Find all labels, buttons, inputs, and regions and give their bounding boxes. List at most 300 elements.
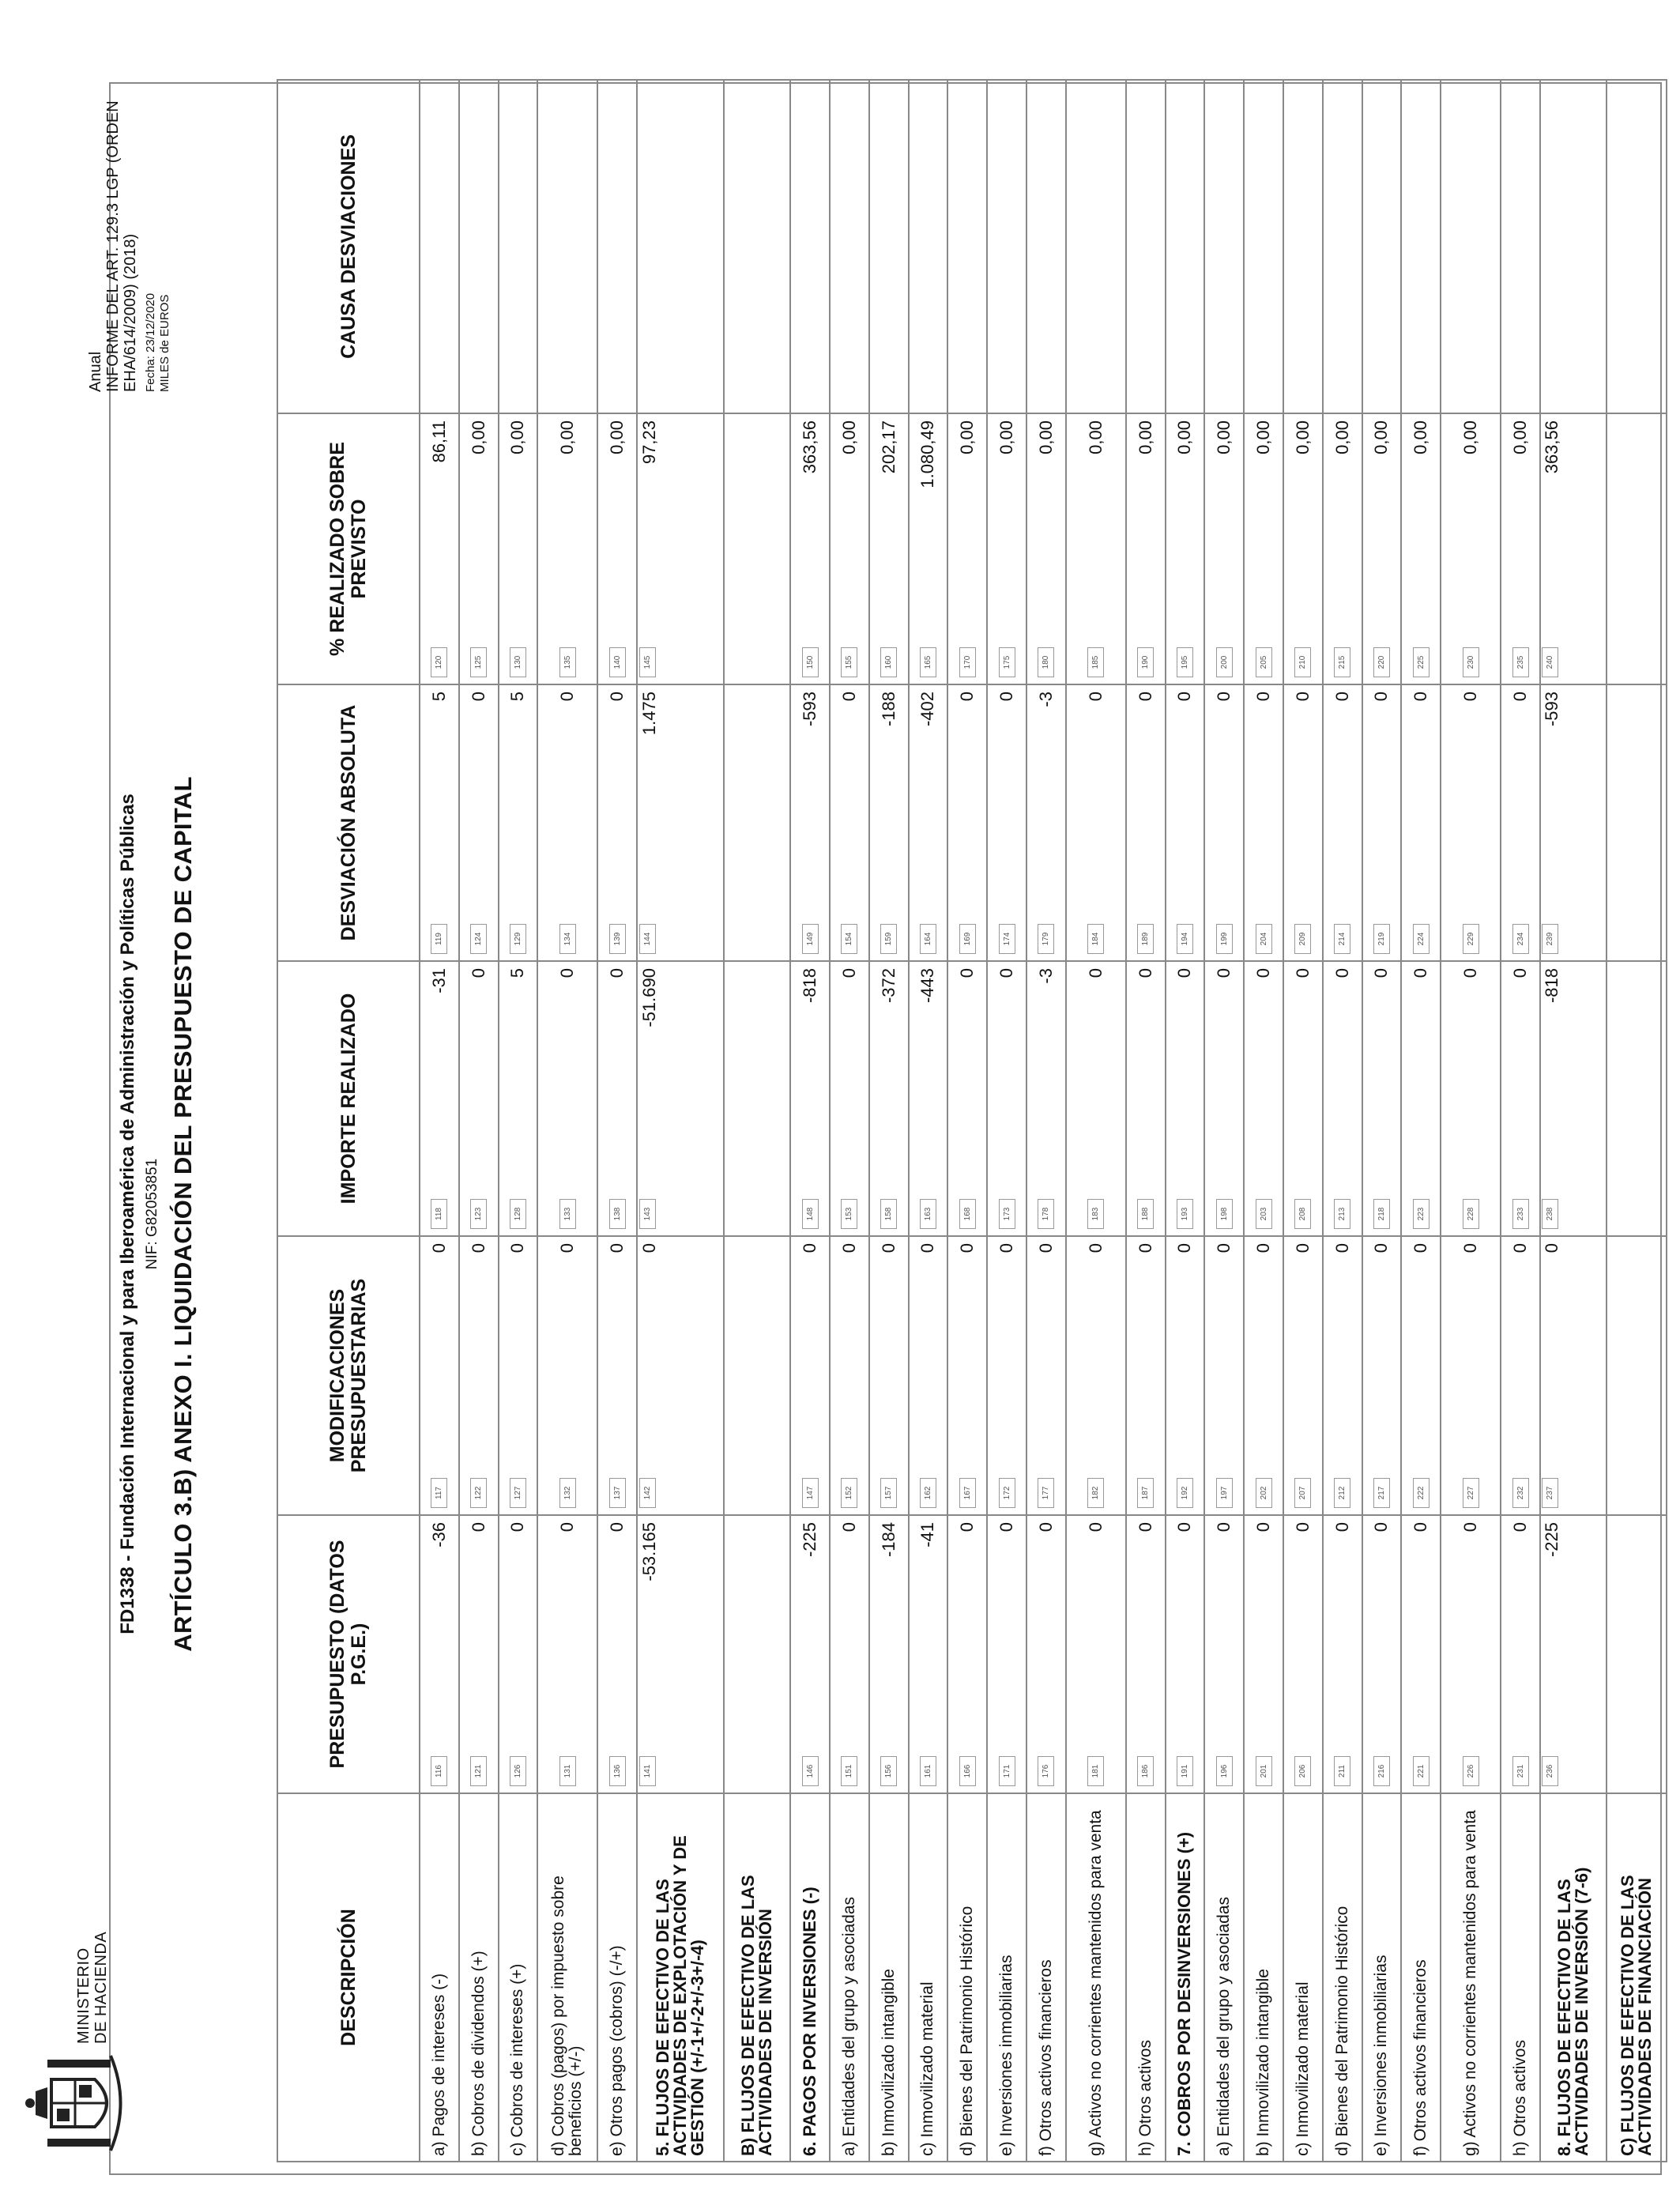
field-code: 229 [1463,924,1479,954]
field-code: 222 [1413,1478,1430,1508]
field-code: 176 [1038,1756,1054,1786]
field-value: 0 [557,1522,578,1532]
field-code: 142 [639,1478,656,1508]
value-cell [420,961,459,1236]
table-row [1283,80,1323,2162]
field-code: 200 [1216,647,1233,677]
field-value: -818 [1542,968,1562,1004]
page-title: ARTÍCULO 3.B) ANEXO I. LIQUIDACIÓN DEL PRESUPUESTO DE CAPITAL [169,776,197,1652]
table-row [1204,80,1244,2162]
field-code: 134 [559,924,576,954]
value-cell [869,1515,909,1793]
cause-cell [909,80,948,413]
field-value: 0 [1510,1243,1531,1253]
field-code: 238 [1542,1199,1558,1229]
field-value: 5 [428,692,449,702]
row-description: 6. PAGOS POR INVERSIONES (-) [790,1793,830,2162]
field-value: 0 [1253,692,1274,702]
value-cell [1066,1515,1126,1793]
field-value: 0 [1292,968,1313,978]
value-cell [790,961,830,1236]
field-code: 160 [880,647,897,677]
value-cell [1441,684,1501,961]
field-value: 0 [428,1243,449,1253]
field-value: 0 [957,692,977,702]
field-code: 214 [1334,924,1350,954]
field-code: 193 [1177,1199,1193,1229]
value-cell [1540,684,1607,961]
field-value: 0 [1510,968,1531,978]
field-value: 0 [468,1243,488,1253]
coat-of-arms-icon [16,2044,134,2162]
table-row [1540,80,1607,2162]
value-cell [830,1515,869,1793]
field-code: 141 [639,1756,656,1786]
field-code: 192 [1177,1478,1193,1508]
entity-name: FD1338 - Fundación Internacional y para Iberoamérica de Administración y Políticas Públicas [117,794,138,1634]
empty-cell [1607,413,1667,684]
field-value: 0 [1542,1243,1562,1253]
field-value: 363,56 [1542,420,1562,474]
field-value: 0 [1085,1243,1106,1253]
row-description: h) Otros activos [1501,1793,1540,2162]
value-cell [637,413,724,684]
value-cell [499,413,538,684]
field-code: 147 [802,1478,819,1508]
field-code: 133 [559,1199,576,1229]
table-row [1362,80,1402,2162]
field-code: 162 [920,1478,936,1508]
field-code: 210 [1294,647,1311,677]
field-code: 127 [510,1478,526,1508]
field-value: 0 [1332,692,1352,702]
table-row [1401,80,1441,2162]
field-value: 0 [878,1243,898,1253]
field-value: 0 [1253,968,1274,978]
field-value: 0,00 [1174,420,1195,454]
value-cell [909,961,948,1236]
value-cell [1401,413,1441,684]
field-code: 185 [1087,647,1104,677]
table-row [987,80,1026,2162]
field-value: 0 [1174,1522,1195,1532]
field-code: 165 [920,647,936,677]
value-cell [459,961,499,1236]
field-value: -53.165 [638,1522,659,1581]
field-value: 0 [1292,1522,1313,1532]
field-code: 228 [1463,1199,1479,1229]
field-code: 154 [841,924,857,954]
value-cell [1126,684,1166,961]
field-code: 136 [609,1756,626,1786]
field-value: 0 [957,1522,977,1532]
field-value: 0,00 [1292,420,1313,454]
value-cell [1244,684,1283,961]
field-code: 126 [510,1756,526,1786]
value-cell [499,1515,538,1793]
field-code: 190 [1137,647,1154,677]
row-description: d) Cobros (pagos) por impuesto sobre beneficios (+/-) [537,1793,597,2162]
field-code: 167 [959,1478,976,1508]
field-value: 5 [507,692,528,702]
field-value: 0,00 [1035,420,1056,454]
value-cell [869,684,909,961]
field-code: 219 [1373,924,1390,954]
value-cell [1283,1515,1323,1793]
field-value: 202,17 [878,420,898,474]
field-value: 0 [607,1243,627,1253]
field-value: 0,00 [1135,420,1155,454]
cause-cell [420,80,459,413]
value-cell [947,961,987,1236]
cause-cell [1540,80,1607,413]
field-value: 0 [917,1243,938,1253]
field-value: 0 [1253,1243,1274,1253]
field-value: 0 [1214,1243,1234,1253]
field-code: 171 [999,1756,1015,1786]
cause-cell [1362,80,1402,413]
field-code: 188 [1137,1199,1154,1229]
field-value: 0 [507,1522,528,1532]
row-description: e) Otros pagos (cobros) (-/+) [597,1793,637,2162]
field-code: 155 [841,647,857,677]
value-cell [1323,1236,1362,1515]
field-code: 117 [431,1478,447,1508]
col-importe: IMPORTE REALIZADO [277,961,420,1236]
table-header-row [277,80,420,2162]
value-cell [597,1515,637,1793]
field-code: 129 [510,924,526,954]
col-causa: CAUSA DESVIACIONES [277,80,420,413]
field-value: 1.475 [638,692,659,736]
table-row [420,80,459,2162]
field-code: 205 [1256,647,1272,677]
field-value: -3 [1035,692,1056,707]
value-cell [499,1236,538,1515]
cause-cell [597,80,637,413]
col-modificaciones: MODIFICACIONES PRESUPUESTARIAS [277,1236,420,1515]
field-code: 146 [802,1756,819,1786]
table-row [597,80,637,2162]
value-cell [420,684,459,961]
field-code: 159 [880,924,897,954]
field-value: 0 [557,1243,578,1253]
field-code: 233 [1512,1199,1529,1229]
empty-cell [1607,1515,1667,1793]
field-value: 0 [838,968,859,978]
row-description: C) FLUJOS DE EFECTIVO DE LAS ACTIVIDADES DE FINANCIACIÓN [1607,1793,1667,2162]
field-code: 230 [1463,647,1479,677]
value-cell [537,1515,597,1793]
field-code: 201 [1256,1756,1272,1786]
cause-cell [1204,80,1244,413]
field-value: 5 [507,968,528,978]
value-cell [830,684,869,961]
value-cell [987,684,1026,961]
row-description: c) Cobros de intereses (+) [499,1793,538,2162]
value-cell [637,684,724,961]
field-code: 180 [1038,647,1054,677]
value-cell [637,1236,724,1515]
value-cell [869,961,909,1236]
table-row [1323,80,1362,2162]
value-cell [1501,1515,1540,1793]
value-cell [1323,961,1362,1236]
field-value: 0 [1460,968,1481,978]
field-value: 0 [1371,1522,1392,1532]
row-description: d) Bienes del Patrimonio Histórico [1323,1793,1362,2162]
field-code: 157 [880,1478,897,1508]
field-code: 224 [1413,924,1430,954]
empty-cell [724,961,790,1236]
field-code: 235 [1512,647,1529,677]
empty-cell [724,80,790,413]
field-value: -225 [800,1522,820,1558]
field-value: -51.690 [638,968,659,1027]
value-cell [1283,961,1323,1236]
value-cell [1204,684,1244,961]
field-value: 0 [1411,1243,1431,1253]
field-value: 0 [1332,968,1352,978]
period: Anual [87,351,104,392]
field-code: 225 [1413,647,1430,677]
field-value: 0 [1292,1243,1313,1253]
field-code: 168 [959,1199,976,1229]
value-cell [1126,1236,1166,1515]
col-porcentaje: % REALIZADO SOBRE PREVISTO [277,413,420,684]
value-cell [1283,413,1323,684]
field-code: 227 [1463,1478,1479,1508]
field-value: 0,00 [1332,420,1352,454]
value-cell [1166,961,1205,1236]
field-code: 186 [1137,1756,1154,1786]
field-code: 131 [559,1756,576,1786]
table-row [947,80,987,2162]
value-cell [1026,1236,1066,1515]
ministry-name [75,1932,110,2044]
value-cell [909,413,948,684]
field-code: 149 [802,924,819,954]
value-cell [597,1236,637,1515]
table-row [459,80,499,2162]
row-description: g) Activos no corrientes mantenidos para venta [1441,1793,1501,2162]
field-code: 164 [920,924,936,954]
value-cell [459,1515,499,1793]
value-cell [1362,1236,1402,1515]
report-line2: EHA/614/2009) (2018) [122,233,139,392]
value-cell [1362,961,1402,1236]
field-value: 0 [996,692,1017,702]
field-value: 0,00 [1411,420,1431,454]
field-value: 0 [1253,1522,1274,1532]
field-value: 0,00 [1214,420,1234,454]
table-row [1501,80,1540,2162]
field-code: 151 [841,1756,857,1786]
field-value: 0 [1371,968,1392,978]
field-value: -372 [878,968,898,1004]
value-cell [909,684,948,961]
value-cell [790,413,830,684]
field-code: 174 [999,924,1015,954]
report-line1: INFORME DEL ART. 129.3 LGP (ORDEN [104,100,122,392]
value-cell [1540,1236,1607,1515]
row-description: g) Activos no corrientes mantenidos para venta [1066,1793,1126,2162]
value-cell [537,1236,597,1515]
value-cell [947,413,987,684]
field-value: -3 [1035,968,1056,984]
report-date: Fecha: 23/12/2020 [144,292,157,392]
field-code: 177 [1038,1478,1054,1508]
row-description: f) Otros activos financieros [1401,1793,1441,2162]
cause-cell [1401,80,1441,413]
field-code: 206 [1294,1756,1311,1786]
field-value: 0 [1510,1522,1531,1532]
field-code: 221 [1413,1756,1430,1786]
value-cell [869,413,909,684]
field-code: 217 [1373,1478,1390,1508]
field-code: 207 [1294,1478,1311,1508]
value-cell [1244,1515,1283,1793]
field-value: 0,00 [1371,420,1392,454]
value-cell [830,961,869,1236]
field-code: 239 [1542,924,1558,954]
empty-cell [724,1236,790,1515]
field-code: 231 [1512,1756,1529,1786]
value-cell [1066,684,1126,961]
field-value: -225 [1542,1522,1562,1558]
value-cell [987,1236,1026,1515]
row-description: d) Bienes del Patrimonio Histórico [947,1793,987,2162]
value-cell [1026,684,1066,961]
table-row [1244,80,1283,2162]
field-code: 143 [639,1199,656,1229]
field-code: 187 [1137,1478,1154,1508]
field-value: 0 [838,692,859,702]
field-value: 0 [996,968,1017,978]
field-code: 203 [1256,1199,1272,1229]
field-value: 0 [468,692,488,702]
value-cell [1501,1236,1540,1515]
field-code: 198 [1216,1199,1233,1229]
row-description: c) Inmovilizado material [1283,1793,1323,2162]
value-cell [1501,413,1540,684]
field-value: 0 [468,968,488,978]
field-value: 0,00 [996,420,1017,454]
row-description: c) Inmovilizado material [909,1793,948,2162]
field-value: 0 [1135,1522,1155,1532]
field-value: 97,23 [638,420,659,465]
field-code: 234 [1512,924,1529,954]
value-cell [1126,1515,1166,1793]
value-cell [1441,961,1501,1236]
field-value: -818 [800,968,820,1004]
value-cell [1126,961,1166,1236]
field-value: 86,11 [428,420,449,463]
field-value: -443 [917,968,938,1004]
field-value: 0 [557,968,578,978]
field-code: 130 [510,647,526,677]
value-cell [1401,1515,1441,1793]
value-cell [987,1515,1026,1793]
field-value: 0 [1371,1243,1392,1253]
value-cell [1066,413,1126,684]
field-code: 145 [639,647,656,677]
field-code: 153 [841,1199,857,1229]
value-cell [1166,413,1205,684]
value-cell [537,413,597,684]
cause-cell [499,80,538,413]
field-value: 0 [638,1243,659,1253]
value-cell [987,413,1026,684]
value-cell [459,1236,499,1515]
field-value: 0 [1135,968,1155,978]
row-description: a) Pagos de intereses (-) [420,1793,459,2162]
field-code: 183 [1087,1199,1104,1229]
value-cell [1026,1515,1066,1793]
value-cell [830,413,869,684]
field-code: 116 [431,1756,447,1786]
field-code: 179 [1038,924,1054,954]
field-code: 138 [609,1199,626,1229]
value-cell [1244,413,1283,684]
field-code: 195 [1177,647,1193,677]
field-value: 0 [1085,692,1106,702]
cause-cell [830,80,869,413]
cause-cell [537,80,597,413]
value-cell [1204,413,1244,684]
row-description: b) Inmovilizado intangible [1244,1793,1283,2162]
row-description: B) FLUJOS DE EFECTIVO DE LAS ACTIVIDADES DE INVERSIÓN [724,1793,790,2162]
field-value: 0 [996,1522,1017,1532]
field-code: 166 [959,1756,976,1786]
value-cell [1026,961,1066,1236]
field-value: 0 [507,1243,528,1253]
field-value: 0 [1174,968,1195,978]
field-code: 152 [841,1478,857,1508]
field-code: 123 [470,1199,487,1229]
field-code: 223 [1413,1199,1430,1229]
field-value: 0,00 [838,420,859,454]
value-cell [1066,1236,1126,1515]
table-body [420,80,1667,2162]
value-cell [1441,1236,1501,1515]
field-code: 218 [1373,1199,1390,1229]
field-value: 0,00 [1085,420,1106,454]
empty-cell [1607,80,1667,413]
field-code: 140 [609,647,626,677]
value-cell [1540,961,1607,1236]
field-value: 0 [607,692,627,702]
row-description: 7. COBROS POR DESINVERSIONES (+) [1166,1793,1205,2162]
field-value: 0 [800,1243,820,1253]
value-cell [1540,413,1607,684]
table-row [1607,80,1667,2162]
field-value: 0 [996,1243,1017,1253]
empty-cell [1607,1236,1667,1515]
value-cell [1540,1515,1607,1793]
value-cell [1362,684,1402,961]
field-value: 0,00 [557,420,578,454]
field-code: 148 [802,1199,819,1229]
row-description: 8. FLUJOS DE EFECTIVO DE LAS ACTIVIDADES DE INVERSIÓN (7-6) [1540,1793,1607,2162]
field-value: 0 [1460,1243,1481,1253]
value-cell [597,684,637,961]
field-value: 0,00 [607,420,627,454]
field-code: 119 [431,924,447,954]
field-value: 363,56 [800,420,820,474]
field-value: 0 [838,1522,859,1532]
value-cell [459,684,499,961]
